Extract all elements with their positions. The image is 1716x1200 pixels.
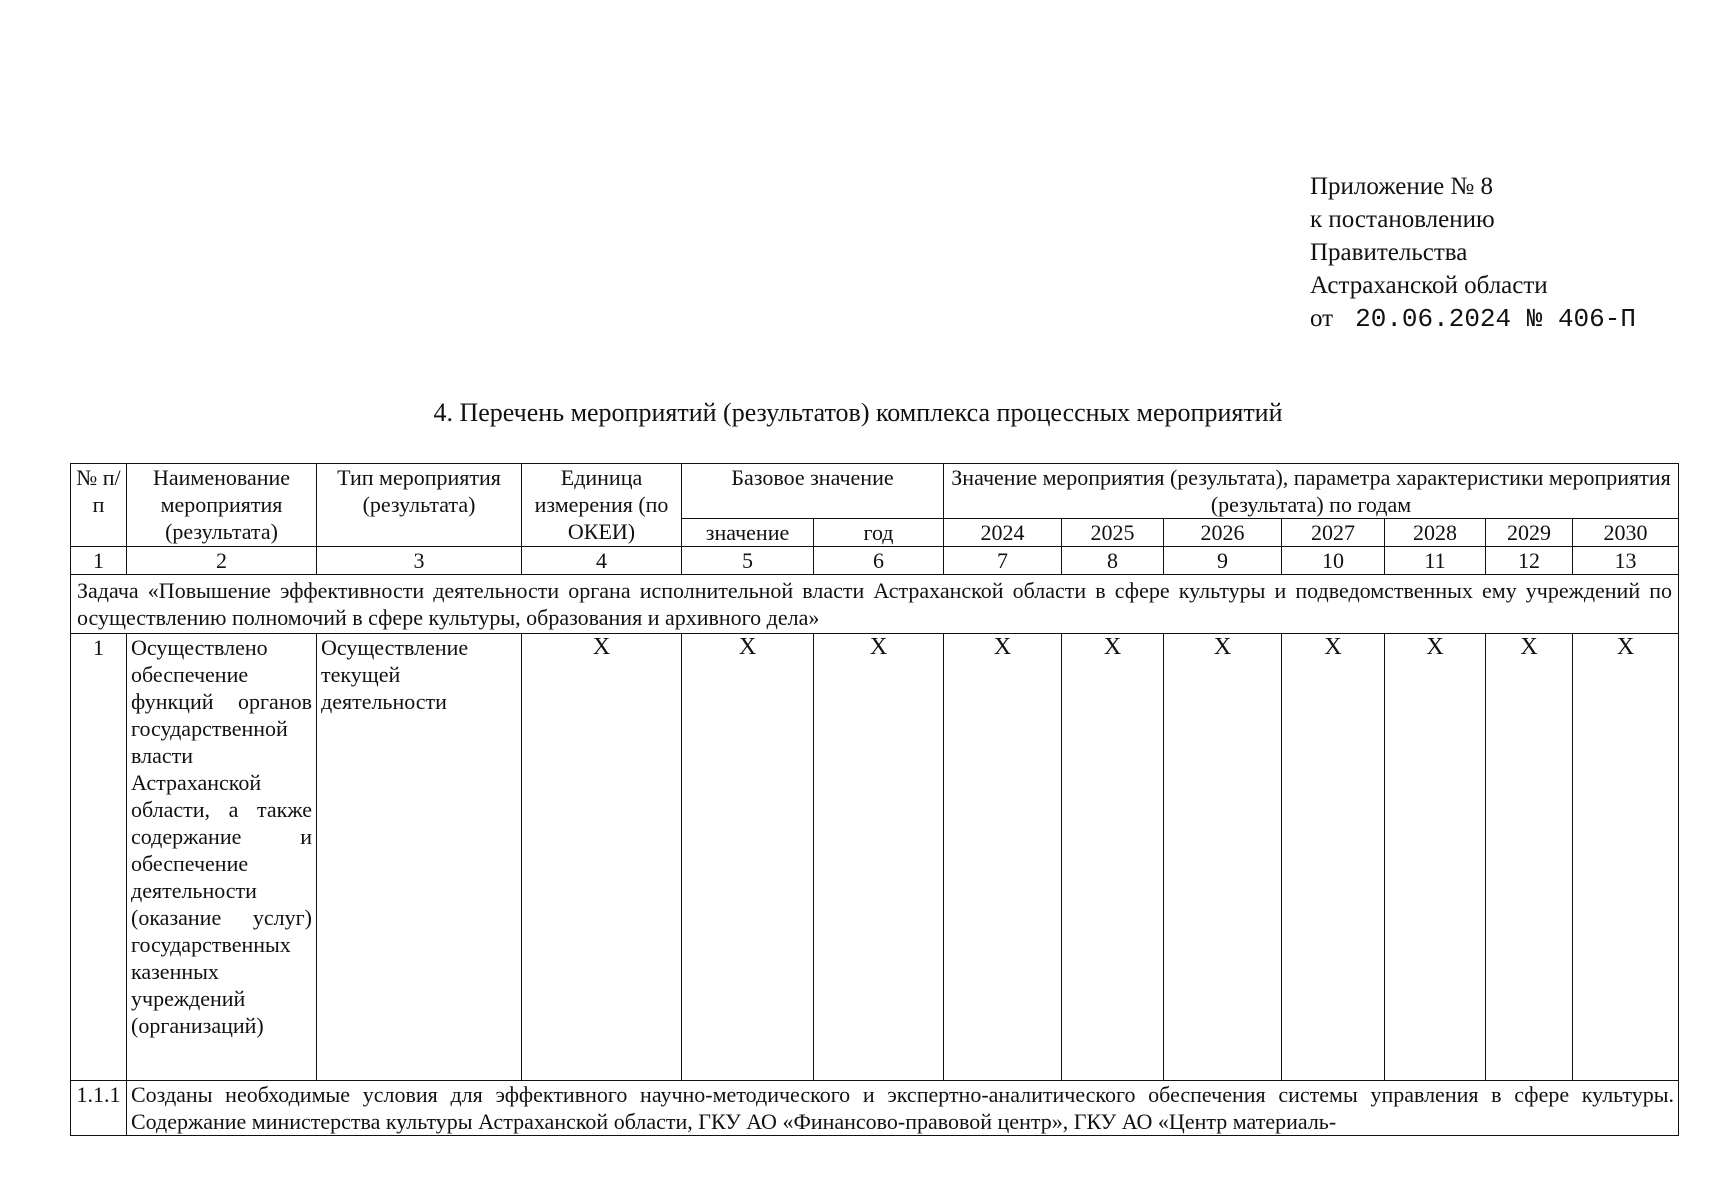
table-row [71, 634, 1679, 1081]
task-text: Задача «Повышение эффективности деятельности органа исполнительной власти Астраханской области в сфере культуры и подведомственных ему учреждений по осуществлению полномочий в сфере культуры, образования и архивного дела» [71, 575, 1679, 634]
header-base-year: год [814, 519, 944, 547]
header-year: 2025 [1062, 519, 1164, 547]
column-number: 12 [1486, 547, 1573, 575]
header-year: 2029 [1486, 519, 1573, 547]
header-num: № п/п [71, 464, 127, 547]
appendix-line-4: Астраханской области [1310, 272, 1548, 299]
cross-mark: Х [1282, 634, 1385, 1081]
header-type: Тип мероприятия (результата) [317, 464, 522, 547]
measure-name: Осуществлено обеспечение функций органов государственной власти Астраханской области, а также содержание и обеспечение деятельности (оказание услуг) государственных казенных учреждений (организаций) [127, 634, 317, 1081]
header-unit: Единица измерения (по ОКЕИ) [522, 464, 682, 547]
header-values-title: Значение мероприятия (результата), параметра характеристики мероприятия (результата) по годам [944, 464, 1679, 519]
column-number: 2 [127, 547, 317, 575]
column-number: 13 [1573, 547, 1679, 575]
task-row [71, 575, 1679, 634]
column-number-row [71, 547, 1679, 575]
appendix-line-2: к постановлению [1310, 206, 1495, 233]
header-year: 2030 [1573, 519, 1679, 547]
cross-mark: Х [1385, 634, 1486, 1081]
appendix-date-prefix: от [1310, 305, 1334, 332]
column-number: 4 [522, 547, 682, 575]
column-number: 1 [71, 547, 127, 575]
row-number: 1 [71, 634, 127, 1081]
header-year: 2028 [1385, 519, 1486, 547]
cross-mark: Х [1486, 634, 1573, 1081]
header-row-1 [71, 464, 1679, 519]
column-number: 10 [1282, 547, 1385, 575]
cross-mark: Х [682, 634, 814, 1081]
result-text: Созданы необходимые условия для эффективного научно-методического и экспертно-аналитического обеспечения системы управления в сфере культуры. Содержание министерства культуры Астраханской области, ГКУ АО «Финансово-правовой центр», ГКУ АО «Центр материаль- [127, 1081, 1679, 1136]
header-base: Базовое значение [682, 464, 944, 519]
header-base-value: значение [682, 519, 814, 547]
appendix-line-1: Приложение № 8 [1310, 173, 1494, 200]
row-number: 1.1.1 [71, 1081, 127, 1136]
column-number: 3 [317, 547, 522, 575]
cross-mark: Х [814, 634, 944, 1081]
measures-table [70, 463, 1679, 1136]
cross-mark: Х [944, 634, 1062, 1081]
cross-mark: Х [1062, 634, 1164, 1081]
column-number: 5 [682, 547, 814, 575]
column-number: 11 [1385, 547, 1486, 575]
column-number: 6 [814, 547, 944, 575]
header-year: 2026 [1164, 519, 1282, 547]
appendix-date-number: 20.06.2024 № 406-П [1355, 304, 1636, 334]
table-row [71, 1081, 1679, 1136]
cross-mark: Х [522, 634, 682, 1081]
cross-mark: Х [1164, 634, 1282, 1081]
column-number: 8 [1062, 547, 1164, 575]
page-title: 4. Перечень мероприятий (результатов) комплекса процессных мероприятий [433, 398, 1283, 427]
cross-mark: Х [1573, 634, 1679, 1081]
appendix-block [1310, 170, 1636, 336]
measure-type: Осуществление текущей деятельности [317, 634, 522, 1081]
column-number: 7 [944, 547, 1062, 575]
header-year: 2024 [944, 519, 1062, 547]
header-year: 2027 [1282, 519, 1385, 547]
header-name: Наименование мероприятия (результата) [127, 464, 317, 547]
appendix-line-3: Правительства [1310, 239, 1468, 266]
column-number: 9 [1164, 547, 1282, 575]
appendix-date-line [1310, 302, 1636, 336]
